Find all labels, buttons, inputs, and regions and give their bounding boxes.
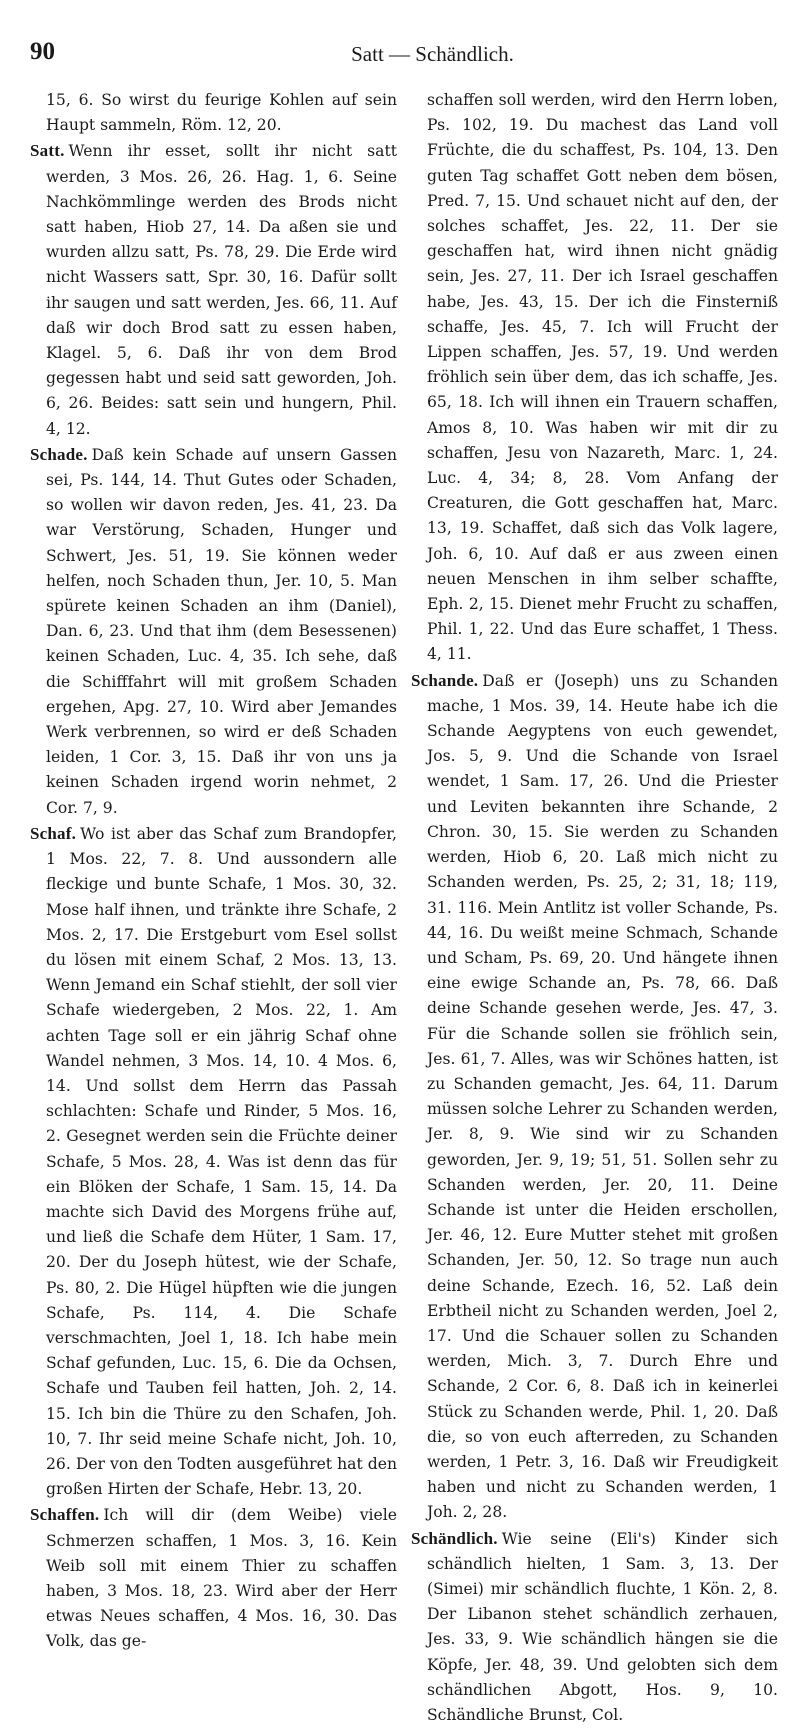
entry-text: schaffen soll werden, wird den Herrn loben, Ps. 102, 19. Du machest das Land voll Früchte, die du schaffest, Ps. 104, 13. Den guten Tag schaffet Gott neben dem bösen, Pred. 7, 15. Und schauet nicht auf den, der solches schaffet, Jes. 22, 11. Der sie geschaffen hat, wird ihnen nicht gnädig sein, Jes. 27, 11. Der ich Israel geschaffen habe, Jes. 43, 15. Der ich die Finsterniß schaffe, Jes. 45, 7. Ich will Frucht der Lippen schaffen, Jes. 57, 19. Und werden fröhlich sein über dem, das ich schaffe, Jes. 65, 18. Ich will ihnen ein Trauern schaffen, Amos 8, 10. Was haben wir mit dir zu schaffen, Jesu von Nazareth, Marc. 1, 24. Luc. 4, 34; 8, 28. Vom Anfang der Creaturen, die Gott geschaffen hat, Marc. 13, 19. Schaffet, daß sich das Volk lagere, Joh. 6, 10. Auf daß er aus zween einen neuen Menschen in ihm selber schaffte, Eph. 2, 15. Dienet mehr Frucht zu schaffen, Phil. 1, 22. Und das Eure schaffet, 1 Thess. 4, 11. bbox=[427, 91, 778, 664]
entry-headword: Schade. bbox=[30, 444, 88, 464]
page-header bbox=[30, 34, 775, 74]
dictionary-entry bbox=[411, 1526, 778, 1728]
right-column bbox=[411, 88, 778, 1724]
dictionary-entry bbox=[411, 668, 778, 1526]
entry-text: Ich will dir (dem Weibe) viele Schmerzen schaffen, 1 Mos. 3, 16. Kein Weib soll mit einem Thier zu schaffen haben, 3 Mos. 18, 23. Wird aber der Herr etwas Neues schaffen, 4 Mos. 16, 30. Das Volk, das ge- bbox=[46, 1506, 397, 1651]
entry-text: Wenn ihr esset, sollt ihr nicht satt werden, 3 Mos. 26, 26. Hag. 1, 6. Seine Nachkömmlinge werden des Brods nicht satt haben, Hiob 27, 14. Da aßen sie und wurden allzu satt, Ps. 78, 29. Die Erde wird nicht Wassers satt, Spr. 30, 16. Dafür sollt ihr saugen und satt werden, Jes. 66, 11. Auf daß wir doch Brod satt zu essen haben, Klagel. 5, 6. Daß ihr von dem Brod gegessen habt und seid satt geworden, Joh. 6, 26. Beides: satt sein und hungern, Phil. 4, 12. bbox=[46, 142, 397, 438]
dictionary-entry bbox=[30, 1502, 397, 1654]
entry-headword: Schaffen. bbox=[30, 1505, 100, 1525]
running-head: Satt — Schändlich. bbox=[351, 42, 514, 66]
text-columns bbox=[30, 88, 778, 1724]
entry-headword: Schändlich. bbox=[411, 1528, 498, 1548]
entry-continuation bbox=[30, 88, 397, 138]
entry-text: Wo ist aber das Schaf zum Brandopfer, 1 Mos. 22, 7. 8. Und aussondern alle fleckige und bunte Schafe, 1 Mos. 30, 32. Mose half ihnen, und tränkte ihre Schafe, 2 Mos. 2, 17. Die Erstgeburt vom Esel sollst du lösen mit einem Schaf, 2 Mos. 13, 13. Wenn Jemand ein Schaf stiehlt, der soll vier Schafe wiedergeben, 2 Mos. 22, 1. Am achten Tage soll er ein jährig Schaf ohne Wandel nehmen, 3 Mos. 14, 10. 4 Mos. 6, 14. Und sollst dem Herrn das Passah schlachten: Schafe und Rinder, 5 Mos. 16, 2. Gesegnet werden sein die Früchte deiner Schafe, 5 Mos. 28, 4. Was ist denn das für ein Blöken der Schafe, 1 Sam. 15, 14. Da machte sich David des Morgens frühe auf, und ließ die Schafe dem Hüter, 1 Sam. 17, 20. Der du Joseph hütest, wie der Schafe, Ps. 80, 2. Die Hügel hüpften wie die jungen Schafe, Ps. 114, 4. Die Schafe verschmachten, Joel 1, 18. Ich habe mein Schaf gefunden, Luc. 15, 6. Die da Ochsen, Schafe und Tauben feil hatten, Joh. 2, 14. 15. Ich bin die Thüre zu den Schafen, Joh. 10, 7. Ihr seid meine Schafe nicht, Joh. 10, 26. Der von den Todten ausgeführet hat den großen Hirten der Schafe, Hebr. 13, 20. bbox=[46, 824, 397, 1499]
entry-headword: Schaf. bbox=[30, 823, 77, 843]
entry-continuation bbox=[411, 88, 778, 668]
entry-text: Daß er (Joseph) uns zu Schanden mache, 1 Mos. 39, 14. Heute habe ich die Schande Aegyptens von euch gewendet, Jos. 5, 9. Und die Schande von Israel wendet, 1 Sam. 17, 26. Und die Priester und Leviten bekannten ihre Schande, 2 Chron. 30, 15. Sie werden zu Schanden werden, Hiob 6, 20. Laß mich nicht zu Schanden werden, Ps. 25, 2; 31, 18; 119, 31. 116. Mein Antlitz ist voller Schande, Ps. 44, 16. Du weißt meine Schmach, Schande und Scham, Ps. 69, 20. Und hängete ihnen eine ewige Schande an, Ps. 78, 66. Daß deine Schande gesehen werde, Jes. 47, 3. Für die Schande sollen sie fröhlich sein, Jes. 61, 7. Alles, was wir Schönes hatten, ist zu Schanden gemacht, Jes. 64, 11. Darum müssen solche Lehrer zu Schanden werden, Jer. 8, 9. Wie sind wir zu Schanden geworden, Jer. 9, 19; 51, 51. Sollen sehr zu Schanden werden, Jer. 20, 11. Deine Schande ist unter die Heiden erschollen, Jer. 46, 12. Eure Mutter stehet mit großen Schanden, Jer. 50, 12. So trage nun auch deine Schande, Ezech. 16, 52. Laß dein Erbtheil nicht zu Schanden werden, Joel 2, 17. Und die Schauer sollen zu Schanden werden, Mich. 3, 7. Durch Ehre und Schande, 2 Cor. 6, 8. Daß ich in keinerlei Stück zu Schanden werde, Phil. 1, 20. Daß die, so von euch afterreden, zu Schanden werden, 1 Petr. 3, 16. Daß wir Freudigkeit haben und nicht zu Schanden werden, 1 Joh. 2, 28. bbox=[427, 671, 778, 1522]
entry-headword: Schande. bbox=[411, 670, 479, 690]
entry-text: Wie seine (Eli's) Kinder sich schändlich hielten, 1 Sam. 3, 13. Der (Simei) mir schändlich fluchte, 1 Kön. 2, 8. Der Libanon stehet schändlich zerhauen, Jes. 33, 9. Wie schändlich hängen sie die Köpfe, Jer. 48, 39. Und gelobten sich dem schändlichen Abgott, Hos. 9, 10. Schändliche Brunst, Col. bbox=[427, 1529, 778, 1724]
page-number: 90 bbox=[30, 38, 55, 65]
left-column bbox=[30, 88, 399, 1651]
entry-text: Daß kein Schade auf unsern Gassen sei, Ps. 144, 14. Thut Gutes oder Schaden, so wollen wir davon reden, Jes. 41, 23. Da war Verstörung, Schaden, Hunger und Schwert, Jes. 51, 19. Sie können weder helfen, noch Schaden thun, Jer. 10, 5. Man spürete keinen Schaden an ihm (Daniel), Dan. 6, 23. Und that ihm (dem Besessenen) keinen Schaden, Luc. 4, 35. Ich sehe, daß die Schifffahrt will mit großem Schaden ergehen, Apg. 27, 10. Wird aber Jemandes Werk verbrennen, so wird er deß Schaden leiden, 1 Cor. 3, 15. Daß ihr von uns ja keinen Schaden irgend worin nehmet, 2 Cor. 7, 9. bbox=[46, 445, 397, 817]
entry-text: 15, 6. So wirst du feurige Kohlen auf sein Haupt sammeln, Röm. 12, 20. bbox=[46, 91, 397, 135]
dictionary-entry bbox=[30, 138, 397, 441]
entry-headword: Satt. bbox=[30, 141, 65, 161]
dictionary-entry bbox=[30, 442, 397, 821]
dictionary-entry bbox=[30, 821, 397, 1502]
